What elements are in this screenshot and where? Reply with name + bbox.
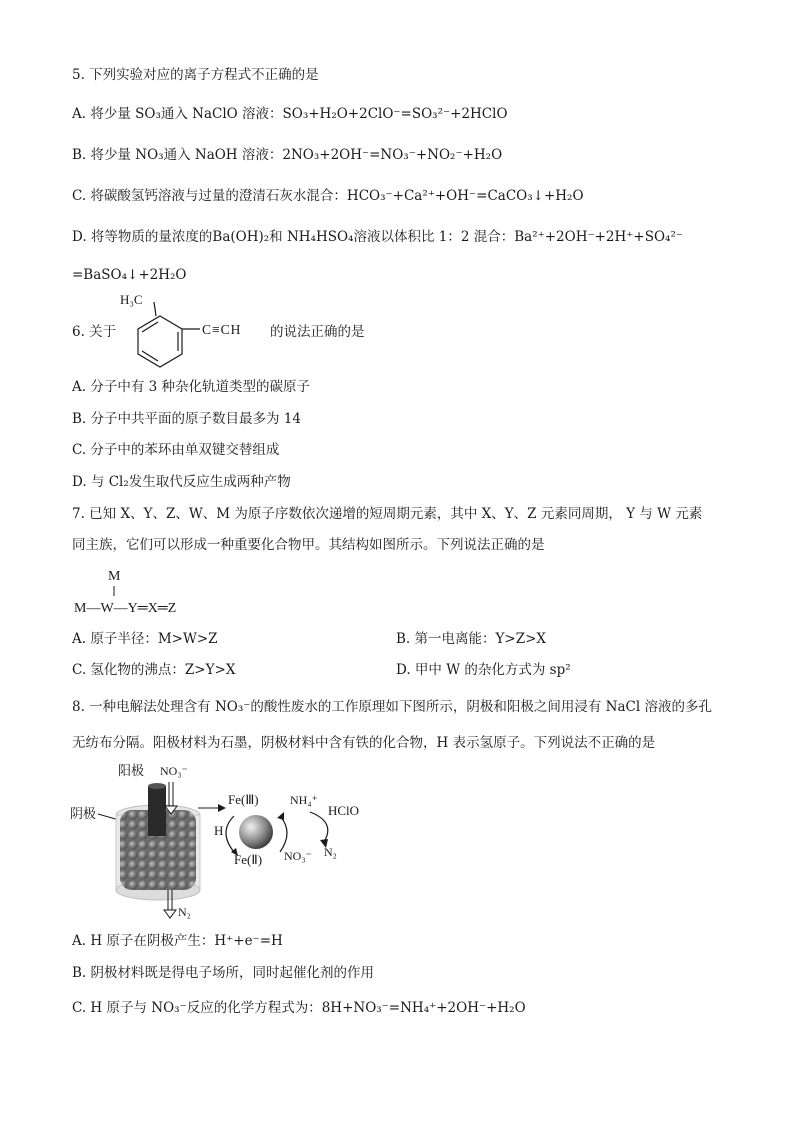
n2-out-label: N₂ xyxy=(178,905,191,919)
fe2-label: Fe(Ⅱ) xyxy=(234,852,263,867)
q7-stem-line2: 同主族，它们可以形成一种重要化合物甲。其结构如图所示。下列说法正确的是 xyxy=(72,537,545,553)
cathode-label: 阴极 xyxy=(70,806,97,821)
q7-option-d[interactable]: D. 甲中 W 的杂化方式为 sp² xyxy=(396,662,571,678)
q7-structure xyxy=(72,564,232,620)
q6-option-d[interactable]: D. 与 Cl₂发生取代反应生成两种产物 xyxy=(72,474,291,490)
q8-option-a[interactable]: A. H 原子在阴极产生：H⁺+e⁻=H xyxy=(72,933,283,949)
catalyst-sphere xyxy=(239,815,273,849)
nitrate-in-label: NO₃⁻ xyxy=(160,764,188,778)
q8-option-b[interactable]: B. 阴极材料既是得电子场所，同时起催化剂的作用 xyxy=(72,965,375,981)
q8-stem-line2: 无纺布分隔。阳极材料为石墨，阴极材料中含有铁的化合物，H 表示氢原子。下列说法不正确的是 xyxy=(72,735,656,751)
q6-option-b[interactable]: B. 分子中共平面的原子数目最多为 14 xyxy=(72,411,301,427)
q6-option-c[interactable]: C. 分子中的苯环由单双键交替组成 xyxy=(72,442,280,458)
anode-label: 阳极 xyxy=(118,763,145,778)
q7-struct-top: M xyxy=(108,569,121,584)
n2-label: N₂ xyxy=(324,845,337,859)
q6-structure xyxy=(118,288,278,374)
fe3-label: Fe(Ⅲ) xyxy=(228,792,259,807)
benzene-ring xyxy=(138,316,182,367)
q7-option-c[interactable]: C. 氢化物的沸点：Z>Y>X xyxy=(72,662,236,678)
q7-option-b[interactable]: B. 第一电离能：Y>Z>X xyxy=(396,631,547,647)
nh4-label: NH₄⁺ xyxy=(290,793,318,807)
q5-option-c[interactable]: C. 将碳酸氢钙溶液与过量的澄清石灰水混合：HCO₃⁻+Ca²⁺+OH⁻=CaCO₃↓+H₂O xyxy=(72,188,584,204)
q7-option-a[interactable]: A. 原子半径：M>W>Z xyxy=(72,631,218,647)
q5-option-d[interactable]: D. 将等物质的量浓度的Ba(OH)₂和 NH₄HSO₄溶液以体积比 1：2 混合：Ba²⁺+2OH⁻+2H⁺+SO₄²⁻ xyxy=(72,229,683,245)
q6-methyl-label: H₃C xyxy=(120,292,143,307)
q7-stem-line1: 7. 已知 X、Y、Z、W、M 为原子序数依次递增的短周期元素，其中 X、Y、Z 元素同周期， Y 与 W 元素 xyxy=(72,506,703,522)
q5-stem: 5. 下列实验对应的离子方程式不正确的是 xyxy=(72,67,319,83)
no3-label: NO₃⁻ xyxy=(284,849,312,863)
q5-option-a[interactable]: A. 将少量 SO₃通入 NaClO 溶液：SO₃+H₂O+2ClO⁻=SO₃²⁻+2HClO xyxy=(72,106,508,122)
q5-option-d-cont: =BaSO₄↓+2H₂O xyxy=(72,267,187,283)
q8-electrolysis-figure xyxy=(68,760,388,922)
hclo-label: HClO xyxy=(328,803,360,818)
q6-alkyne-label: C≡CH xyxy=(202,322,242,337)
q6-option-a[interactable]: A. 分子中有 3 种杂化轨道类型的碳原子 xyxy=(72,379,311,395)
q8-option-c[interactable]: C. H 原子与 NO₃⁻反应的化学方程式为：8H+NO₃⁻=NH₄⁺+2OH⁻+H₂O xyxy=(72,1000,526,1016)
h-label: H xyxy=(214,823,224,838)
q8-stem-line1: 8. 一种电解法处理含有 NO₃⁻的酸性废水的工作原理如下图所示，阴极和阳极之间用浸有 NaCl 溶液的多孔 xyxy=(72,699,712,715)
q5-option-b[interactable]: B. 将少量 NO₃通入 NaOH 溶液：2NO₃+2OH⁻=NO₃⁻+NO₂⁻+H₂O xyxy=(72,147,503,163)
q6-stem-prefix: 6. 关于 xyxy=(72,324,117,340)
anode-rod xyxy=(148,786,166,836)
q7-struct-chain: M—W—Y═X═Z xyxy=(74,601,177,616)
q6-stem-suffix: 的说法正确的是 xyxy=(270,324,365,340)
